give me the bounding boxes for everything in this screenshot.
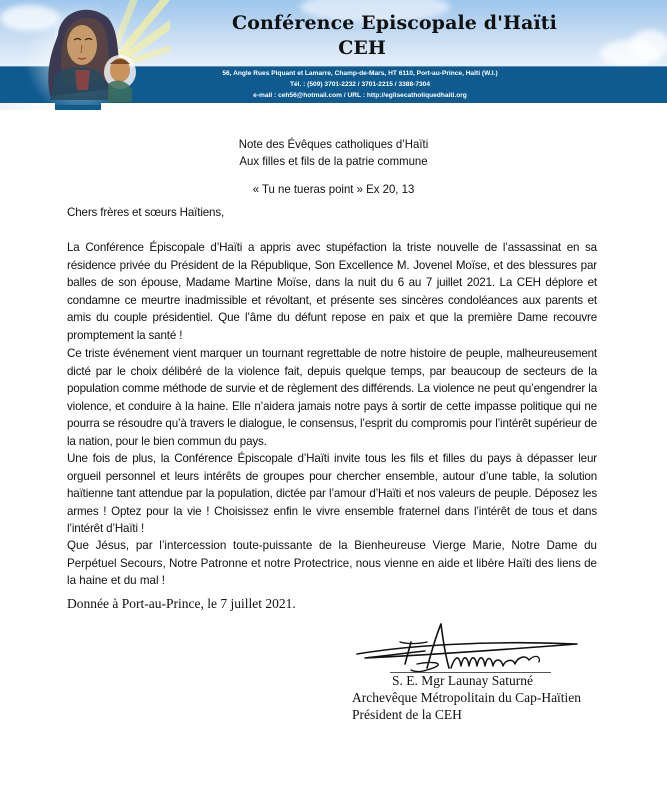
letterhead-phone: Tél. : (509) 3701-2232 / 3701-2215 / 3388-7304 <box>289 81 431 88</box>
letterhead-base-right <box>101 103 667 110</box>
handwritten-signature <box>345 620 585 678</box>
letterhead <box>0 0 667 110</box>
madonna-and-child-icon <box>20 0 170 105</box>
dateline: Donnée à Port-au-Prince, le 7 juillet 2021. <box>67 596 296 611</box>
letterhead-email-url: e-mail : ceh56@hotmail.com / URL : http://eglisecatholiquedhaiti.org <box>253 92 467 99</box>
salutation: Chers frères et sœurs Haïtiens, <box>67 206 225 219</box>
signer-role: Président de la CEH <box>352 707 462 722</box>
signer-name: S. E. Mgr Launay Saturné <box>392 673 533 688</box>
organization-abbreviation: CEH <box>338 37 386 59</box>
paragraph-condolences: La Conférence Épiscopale d’Haïti a appris avec stupéfaction la triste nouvelle de l’assassinat en sa résidence privée du Président de la République, Son Excellence M. Jovenel Moïse, et des blessures par balles de son épouse, Madame Martine Moïse, dans la nuit du 6 au 7 juillet 2021. La CEH déplore et condamne ce meurtre inadmissible et révoltant, et présente ses sincères condoléances aux parents et amis du couple présidentiel. Que l’âme du défunt repose en paix et que la première Dame recouvre promptement la santé ! <box>67 241 597 342</box>
document-epigraph: « Tu ne tueras point » Ex 20, 13 <box>252 182 415 196</box>
paragraph-prayer: Que Jésus, par l’intercession toute-puissante de la Bienheureuse Vierge Marie, Notre Dame du Perpétuel Secours, Notre Patronne et notre Protectrice, nous vienne en aide et libère Haïti des liens de la haine et du mal ! <box>67 539 597 588</box>
document-subheading: Aux filles et fils de la patrie commune <box>239 154 428 168</box>
document-heading: Note des Évêques catholiques d’Haïti <box>238 137 429 151</box>
organization-name: Conférence Episcopale d'Haïti <box>232 12 557 34</box>
paragraph-appeal: Une fois de plus, la Conférence Épiscopale d’Haïti invite tous les fils et filles du pays à dépasser leur orgueil personnel et leurs intérêts de groupes pour chercher ensemble, autour d’une table, la solution haïtienne tant attendue par la population, dictée par l’amour d’Haïti et nos valeurs de peuple. Déposez les armes ! Optez pour la vie ! Choisissez enfin le vivre ensemble fraternel dans l’intérêt de tous et dans l’intérêt d’Haïti ! <box>67 452 597 536</box>
signer-title: Archevêque Métropolitain du Cap-Haïtien <box>352 690 582 705</box>
cloud-decoration <box>630 30 667 60</box>
letterhead-address: 56, Angle Rues Piquant et Lamarre, Champ-de-Mars, HT 6110, Port-au-Prince, Haïti (W.I.) <box>222 70 498 77</box>
paragraph-violence: Ce triste événement vient marquer un tournant regrettable de notre histoire de peuple, malheureusement dicté par le choix délibéré de la violence fait, depuis quelque temps, par beaucoup de secteurs de la population comme méthode de survie et de règlement des différends. La violence ne peut qu’engendrer la violence, et conduire à la haine. Elle n’aidera jamais notre pays à sortir de cette impasse politique qui ne pourra se résoudre qu’à travers le dialogue, le consensus, l’esprit du compromis pour l’intérêt supérieur de la nation, pour le bien commun du pays. <box>67 347 597 448</box>
